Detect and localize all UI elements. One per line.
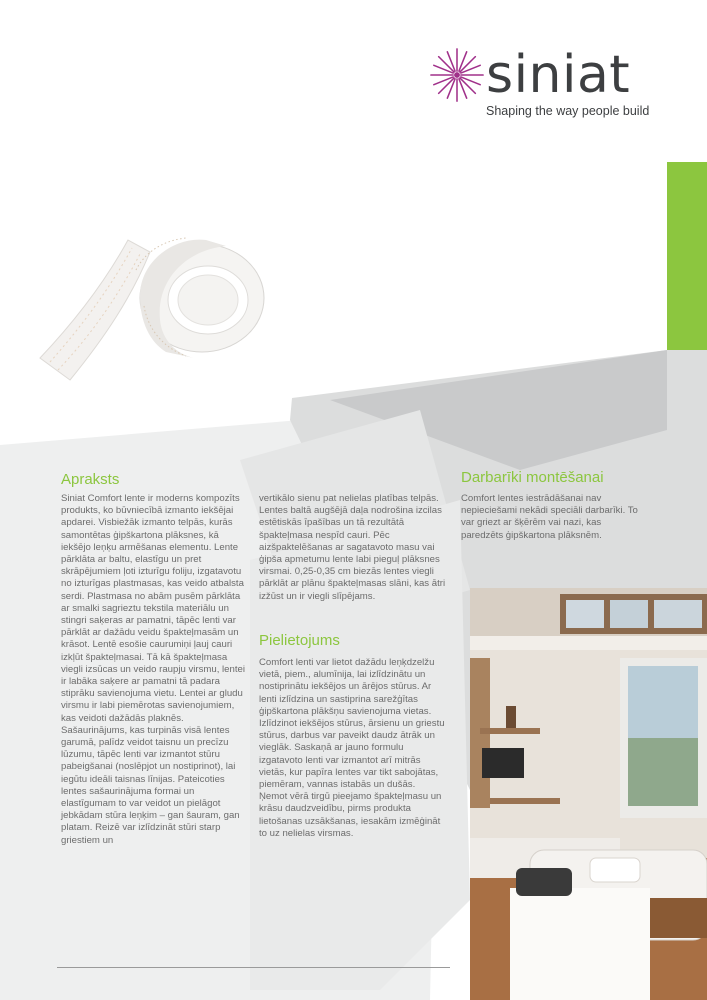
apraksts-title: Apraksts: [61, 471, 120, 488]
footer-divider: [57, 967, 450, 968]
apraksts-body: [61, 493, 247, 847]
apraksts-text-continued: vertikālo sienu pat nelielas platības telpās. Lentes baltā augšējā daļa nodrošina izcilas estētiskās īpašības un tā rezultātā špakteļmasa nespīd cauri. Pēc aizšpaktelēšanas ar sagatavoto masu vai ģipša apmetumu lente labi pieguļ plāksnes virsmai. 0,25-0,35 cm biezās lentes viegli pārklāt ar plānu špakteļmasas slāni, kas ātri izžūst un ir viegli slīpējams.: [259, 493, 446, 602]
apraksts-text: Siniat Comfort lente ir moderns kompozīts produkts, ko būvniecībā izmanto iekšējai apdarei. Visbiežāk izmanto telpās, kurās samontētas ģipškartona plāksnes, kā iekšējo leņķu armēšanas elementu. Lente pārklāta ar baltu, elastīgu un pret skrāpējumiem ļoti izturīgu foliju, izgatavotu no izturīgas plastmasas, kas veido atbalsta serdi. Plastmasa no abām pusēm pārklāta ar smalki sagrieztu tekstila materiālu un stingri saķeras ar pamatni, tāpēc lenti var pārklāt ar dažādu veidu špakteļmasām un krāsot. Lentē esošie caurumiņi ļauj cauri izkļūt špakteļmasai. Tā kā špakteļmasa viegli izsūcas un veido raupju virsmu, lentei ir labāka saķere ar pamatni tā padara stiprāku savienojuma vietu. Lentei ar gludu virsmu ir labi piemērotas savienojumiem, kas veidoti dažādās plaknēs. Sašaurinājums, kas turpinās visā lentes garumā, palīdz veidot taisnu un precīzu lūzumu, tāpēc lenti var izmantot stūru pabeigšanai (noslēpjot un nostiprinot), lai iegūtu ideāli taisnas līnijas. Pateicoties lentes sašaurinājuma formai un elastīgumam to var veidot un pielāgot jebkādam stūra leņķim – gan šauram, gan platam. Reizē var izlīdzināt stūri starp griestiem un: [61, 493, 245, 846]
brand-tagline: Shaping the way people build: [486, 104, 650, 118]
siniat-star-icon: [428, 46, 486, 104]
interior-photo: [470, 588, 707, 1000]
pielietojums-title: Pielietojums: [259, 632, 340, 649]
pielietojums-text: Comfort lenti var lietot dažādu leņķdzelžu vietā, piem., alumīnija, lai izlīdzinātu un nostiprinātu iekšējos un ārējos stūrus. Ar lenti izlīdzina un sastiprina sarežģītas ģipškartona plākšņu savienojuma vietas. Izlīdzinot iekšējos stūrus, ārsienu un griestu stūrus, darbus var paveikt daudz ātrāk un vieglāk. Saskaņā ar jauno formulu izgatavoto lenti var izmantot arī mitrās vietās, kur papīra lentes var tikt sabojātas, piemēram, vannas istabās un dušās. Ņemot vērā tirgū pieejamo špakteļmasu un krāsu daudzveidību, pirms produkta lietošanas uzsākšanas, iesakām izmēģināt to uz nelielas virsmas.: [259, 657, 445, 839]
brand-name: siniat: [486, 45, 631, 105]
darbariki-title: Darbarīki montēšanai: [461, 469, 604, 486]
pielietojums-body: [259, 657, 446, 840]
darbariki-body: [461, 493, 641, 542]
accent-bar: [667, 162, 707, 350]
comfort-tape-roll-image: [36, 210, 268, 392]
apraksts-continued: [259, 493, 446, 603]
darbariki-text: Comfort lentes iestrādāšanai nav nepieciešami nekādi speciāli darbarīki. To var griezt ar šķērēm vai nazi, kas paredzēts ģipškartona plāksnēm.: [461, 493, 638, 541]
